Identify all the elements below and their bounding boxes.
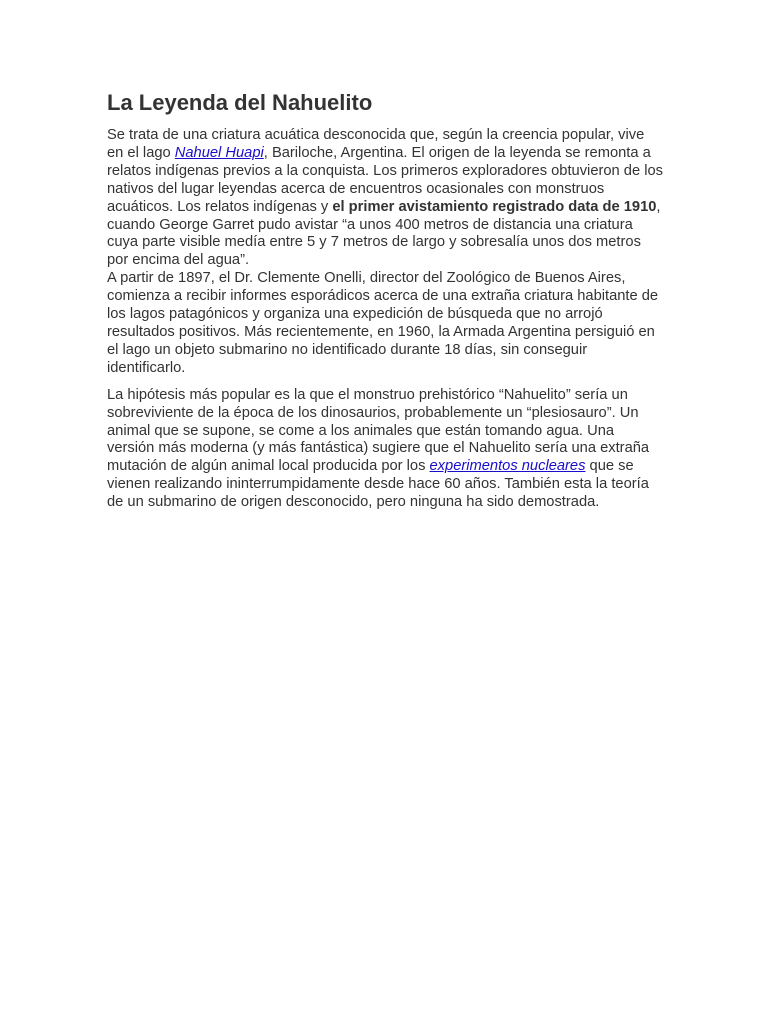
article-title: La Leyenda del Nahuelito xyxy=(107,90,373,115)
paragraph-2: A partir de 1897, el Dr. Clemente Onelli, director del Zoológico de Buenos Aires, comienza a recibir informes esporádicos acerca de una extraña criatura habitante de los lagos patagónicos y organiza una expedición de búsqueda que no arrojó resultados positivos. Más recientemente, en 1960, la Armada Argentina persiguió en el lago un objeto submarino no identificado durante 18 días, sin conseguir identificarlo. xyxy=(107,270,659,376)
paragraph-3-text-b: que se vienen realizando ininterrumpidamente desde hace 60 años. También esta la teoría de un submarino de origen desconocido, pero ninguna ha sido demostrada. xyxy=(107,458,649,511)
paragraph-1 xyxy=(107,127,663,270)
paragraph-3 xyxy=(107,387,663,512)
document-page xyxy=(107,88,663,512)
nahuel-huapi-link[interactable]: Nahuel Huapi xyxy=(174,144,264,161)
paragraph-3-text-a: La hipótesis más popular es la que el monstruo prehistórico “Nahuelito” sería un sobreviviente de la época de los dinosaurios, probablemente un “plesiosauro”. Un animal que se supone, se come a los animales que están tomando agua. Una versión más moderna (y más fantástica) sugiere que el Nahuelito sería una extraña mutación de algún animal local producida por los xyxy=(107,386,650,475)
paragraph-1-bold-text: el primer avistamiento registrado data de 1910 xyxy=(332,198,657,215)
paragraph-1-text-c: , cuando George Garret pudo avistar “a unos 400 metros de distancia una criatura cuya parte visible medía entre 5 y 7 metros de largo y sobresalía unos dos metros por encima del agua”. xyxy=(107,198,661,269)
paragraph-1-text-a: Se trata de una criatura acuática desconocida que, según la creencia popular, vive en el lago xyxy=(107,127,645,161)
experimentos-nucleares-link[interactable]: experimentos nucleares xyxy=(429,458,586,475)
paragraph-1-text-b: , Bariloche, Argentina. El origen de la leyenda se remonta a relatos indígenas previos a la conquista. Los primeros exploradores obtuvieron de los nativos del lugar leyendas acerca de encuentros ocasionales con monstruos acuáticos. Los relatos indígenas y xyxy=(107,144,663,215)
